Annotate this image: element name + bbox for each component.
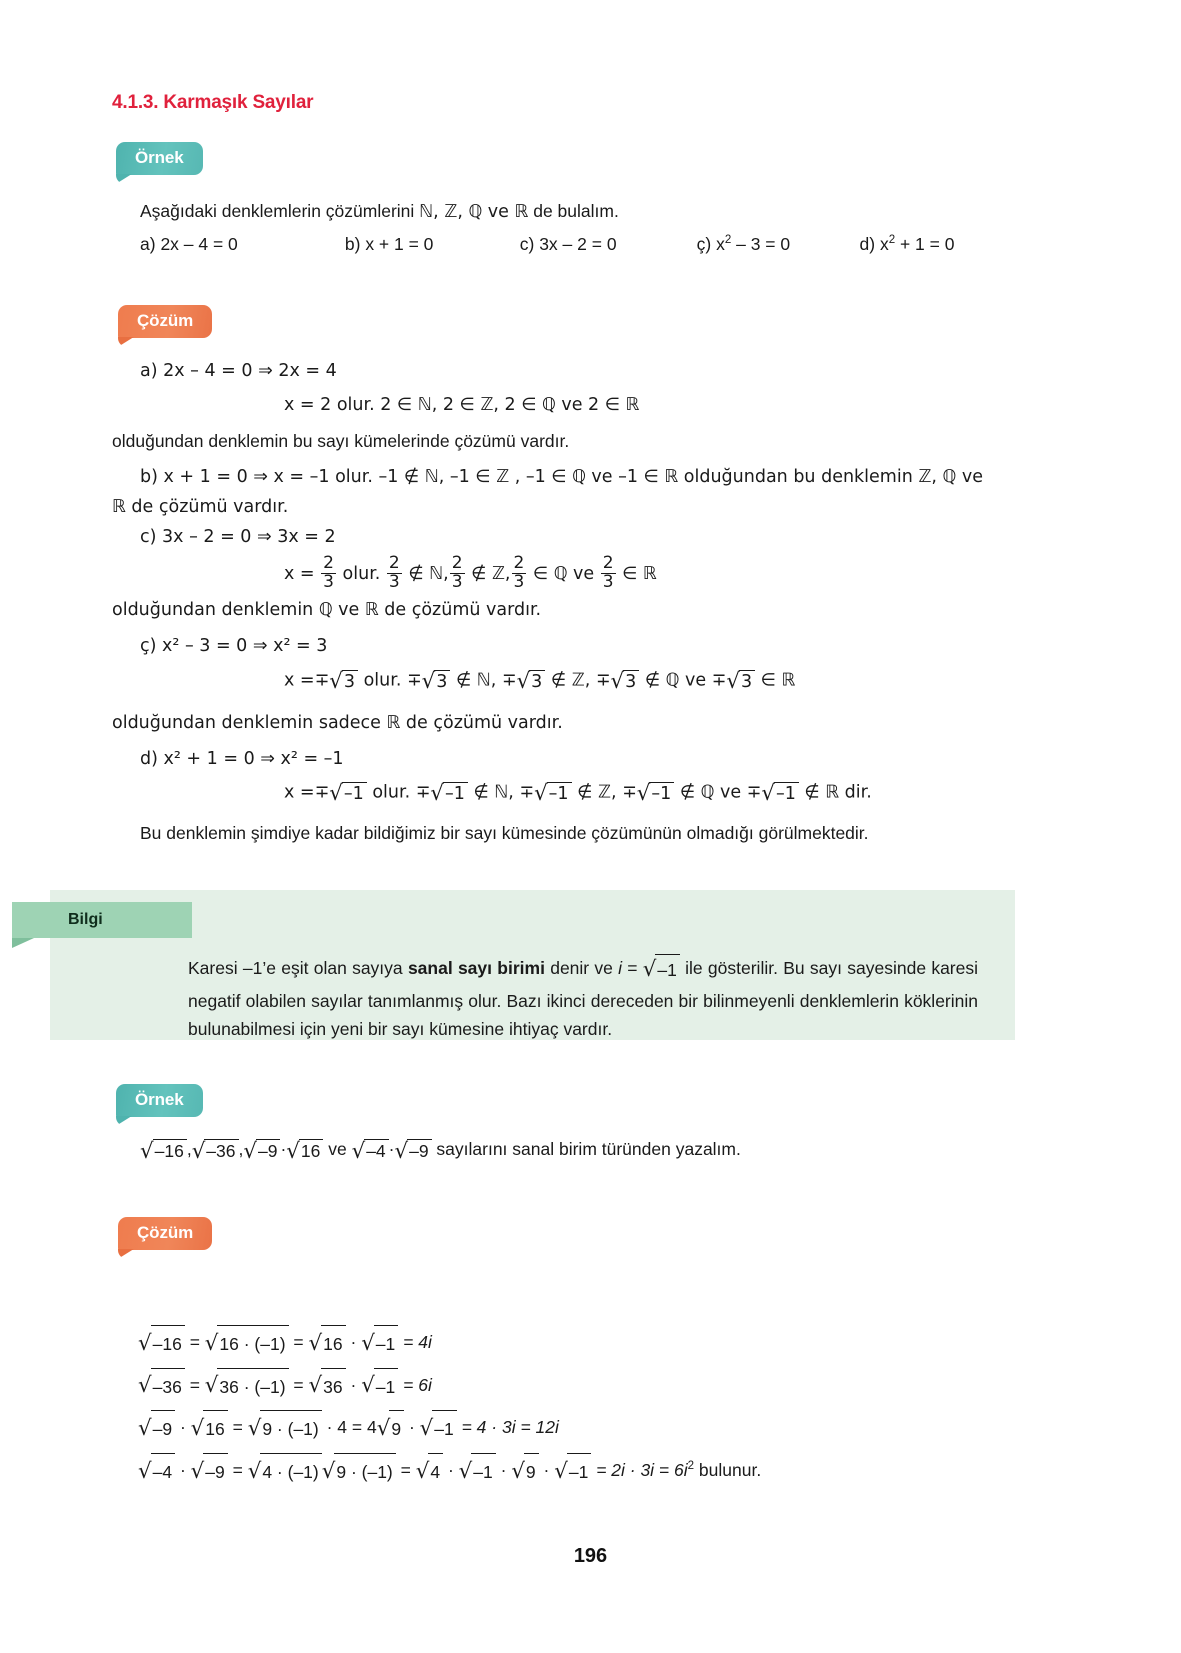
sqrt-3-b <box>422 668 451 693</box>
radical-icon: √ <box>321 1458 336 1484</box>
example1-eq-d-label: d) <box>859 234 876 254</box>
radicand: 3 <box>623 670 639 692</box>
radical-icon: √ <box>204 1330 219 1356</box>
solution2-line-4-pow: 2 <box>687 1460 695 1473</box>
radical-icon: √ <box>138 1415 152 1441</box>
sqrt-neg4-prompt <box>352 1138 389 1163</box>
fraction-two-thirds-2 <box>387 555 402 591</box>
radical-icon: √ <box>308 1373 323 1399</box>
radicand: –4 <box>364 1139 388 1162</box>
sqrt-neg1 <box>459 1450 496 1493</box>
sqrt-36 <box>309 1365 346 1408</box>
radicand: 9 · (–1) <box>334 1453 395 1490</box>
example1-eq-b-label: b) <box>344 234 361 254</box>
radicand: 16 <box>321 1325 345 1362</box>
radical-icon: √ <box>286 1138 300 1164</box>
sqrt-9 <box>511 1450 538 1493</box>
bilgi-text-bold: sanal sayı birimi <box>407 957 545 978</box>
solution2-line-3-times4: · 4 = 4 <box>326 1417 377 1438</box>
radicand: –4 <box>151 1453 175 1490</box>
radical-icon: √ <box>534 780 548 806</box>
example1-eq-c-cedilla-pow: 2 <box>724 234 732 247</box>
fraction-two-thirds-4 <box>512 555 527 591</box>
minus-plus-sign: ∓ <box>595 670 611 691</box>
dot-operator: · <box>179 1460 186 1481</box>
sqrt-4-times-neg1 <box>248 1450 322 1493</box>
equals-sign: = <box>400 1460 411 1481</box>
radical-icon: √ <box>361 1373 375 1399</box>
radical-icon: √ <box>191 1138 206 1164</box>
radical-icon: √ <box>516 668 531 694</box>
example2-prompt <box>140 1138 741 1163</box>
example1-eq-c-cedilla <box>697 234 855 255</box>
fraction-numerator: 2 <box>323 553 334 573</box>
solution1-final-note: Bu denklemin şimdiye kadar bildiğimiz bir sayı kümesinde çözümünün olmadığı görülmektedir. <box>140 823 869 843</box>
radicand: 9 · (–1) <box>260 1410 321 1447</box>
solution1-part-d-rel3: ∉ ℚ ve <box>674 782 747 803</box>
radical-icon: √ <box>415 1458 430 1484</box>
example1-eq-a-label: a) <box>140 234 156 254</box>
sqrt-4 <box>416 1450 443 1493</box>
radicand: 3 <box>739 670 755 692</box>
solution1-part-c-cedilla-rel4: ∈ ℝ <box>755 670 796 691</box>
bilgi-ribbon-label: Bilgi <box>68 911 103 928</box>
bilgi-text-part1: Karesi –1’e eşit olan sayıya <box>188 957 408 978</box>
bilgi-ribbon <box>12 902 192 938</box>
solution1-part-d-line1: d) x² + 1 = 0 ⇒ x² = –1 <box>140 749 344 769</box>
radicand: –9 <box>203 1453 227 1490</box>
radical-icon: √ <box>636 780 651 806</box>
solution1-part-c-rel4: ∈ ℝ <box>616 564 657 585</box>
radical-icon: √ <box>554 1458 568 1484</box>
example1-eq-a-expr: 2x – 4 = 0 <box>160 234 238 254</box>
badge-cozum-1-label: Çözüm <box>137 311 194 330</box>
bilgi-body-text <box>188 952 978 1043</box>
example1-prompt <box>140 198 619 226</box>
radicand: 9 <box>524 1453 539 1490</box>
bilgi-text-part3: ile gösterilir. Bu sayı sayesinde karesi negatif olabilen sayılar tanımlanmış olur. Bazı ikinci dereceden bir bilinmeyenli denklemlerin köklerinin bulunabilmesi için yeni bir sayı kümesine ihtiyaç vardır. <box>188 957 978 1039</box>
fraction-two-thirds-1 <box>321 555 336 591</box>
minus-plus-sign: ∓ <box>746 782 762 803</box>
solution1-part-c-cedilla-rel2: ∉ ℤ, <box>545 670 596 691</box>
example1-eq-d-pow: 2 <box>888 234 896 247</box>
example1-eq-c-label: c) <box>519 234 535 254</box>
radicand: 36 · (–1) <box>217 1368 288 1405</box>
solution2-line-2 <box>138 1365 761 1408</box>
radical-icon: √ <box>351 1138 366 1164</box>
example1-eq-c-cedilla-label: ç) <box>696 234 712 254</box>
fraction-denominator: 3 <box>388 571 400 592</box>
solution1-part-c-rel1: ∉ ℕ, <box>402 564 449 585</box>
radicand: –1 <box>471 1453 495 1490</box>
sqrt-neg9 <box>191 1450 228 1493</box>
solution1-part-c-rel3: ∈ ℚ ve <box>527 564 600 585</box>
solution1-part-c-line1: c) 3x – 2 = 0 ⇒ 3x = 2 <box>140 527 336 547</box>
radical-icon: √ <box>138 1458 152 1484</box>
solution1-part-d-rel2: ∉ ℤ, <box>571 782 623 803</box>
badge-ornek-2 <box>116 1084 203 1117</box>
dot-operator: · <box>408 1417 415 1438</box>
sqrt-16-prompt <box>286 1138 323 1163</box>
minus-plus-sign: ∓ <box>519 782 535 803</box>
radicand: 16 <box>299 1139 323 1162</box>
radical-icon: √ <box>642 956 657 982</box>
radical-icon: √ <box>419 1415 434 1441</box>
sqrt-neg1 <box>361 1322 398 1365</box>
radical-icon: √ <box>140 1138 154 1164</box>
radicand: 3 <box>342 670 358 692</box>
badge-ornek-2-label: Örnek <box>135 1090 184 1109</box>
radicand: –1 <box>374 1325 398 1362</box>
example1-eq-c-cedilla-expr-pre: x <box>716 234 725 254</box>
radicand: –1 <box>374 1368 398 1405</box>
dot-operator: · <box>447 1460 454 1481</box>
example2-sep1: , <box>186 1139 192 1160</box>
radicand: –1 <box>649 782 674 804</box>
solution1-part-b-line2: ℝ de çözümü vardır. <box>112 497 289 517</box>
radicand: 4 · (–1) <box>260 1453 321 1490</box>
radical-icon: √ <box>247 1458 262 1484</box>
sqrt-36-times-neg1 <box>205 1365 289 1408</box>
bilgi-text-eq: = <box>622 957 643 978</box>
equals-sign: = <box>293 1374 304 1395</box>
dot-operator: · <box>543 1460 550 1481</box>
example2-sep2: , <box>238 1139 244 1160</box>
sqrt-3-a <box>329 668 358 693</box>
radical-icon: √ <box>204 1373 219 1399</box>
radical-icon: √ <box>190 1458 205 1484</box>
solution1-part-c-prefix: x = <box>284 564 321 585</box>
solution2-line-4-tail: bulunur. <box>694 1460 762 1481</box>
dot-operator: · <box>350 1374 357 1395</box>
radical-icon: √ <box>511 1458 525 1484</box>
sqrt-neg16 <box>138 1322 185 1365</box>
example1-eq-a <box>140 234 340 255</box>
radicand: –36 <box>151 1368 185 1405</box>
sqrt-3-e <box>726 668 755 693</box>
page-number: 196 <box>573 1545 608 1567</box>
solution1-part-a-conclusion: olduğundan denklemin bu sayı kümelerinde çözümü vardır. <box>112 431 570 451</box>
radicand: 3 <box>529 670 545 692</box>
solution1-part-a-line2: x = 2 olur. 2 ∈ ℕ, 2 ∈ ℤ, 2 ∈ ℚ ve 2 ∈ ℝ <box>284 395 640 415</box>
minus-plus-sign: ∓ <box>415 782 431 803</box>
radical-icon: √ <box>247 1415 262 1441</box>
sqrt-neg1-b <box>430 780 468 805</box>
fraction-two-thirds-5 <box>601 555 616 591</box>
sqrt-neg9-prompt <box>243 1138 280 1163</box>
solution1-part-c-cedilla-rel3: ∉ ℚ ve <box>639 670 712 691</box>
badge-cozum-2-label: Çözüm <box>137 1223 194 1242</box>
sqrt-neg16-prompt <box>140 1138 187 1163</box>
radical-icon: √ <box>726 668 740 694</box>
radicand: –1 <box>774 782 799 804</box>
radical-icon: √ <box>610 668 625 694</box>
sqrt-neg9b-prompt <box>394 1138 431 1163</box>
solution2-line-3-result: = 4 · 3i = 12i <box>461 1417 559 1438</box>
dot-operator: · <box>350 1331 357 1352</box>
radicand: –1 <box>567 1453 591 1490</box>
sqrt-neg36 <box>138 1365 185 1408</box>
radical-icon: √ <box>458 1458 473 1484</box>
sqrt-neg9 <box>138 1407 175 1450</box>
page-title: 4.1.3. Karmaşık Sayılar <box>112 92 314 113</box>
example2-ve: ve <box>323 1139 352 1160</box>
sqrt-neg4 <box>138 1450 175 1493</box>
radical-icon: √ <box>190 1415 205 1441</box>
solution2-line-1-result: = 4i <box>403 1331 432 1352</box>
radical-icon: √ <box>430 780 444 806</box>
solution2-equation-list <box>138 1322 761 1493</box>
fraction-numerator: 2 <box>602 553 614 573</box>
example1-eq-c <box>520 234 692 255</box>
sqrt-3-d <box>611 668 640 693</box>
radicand: –1 <box>432 1410 456 1447</box>
solution1-part-c-cedilla-olur: olur. <box>358 670 407 691</box>
solution1-part-c-conclusion: olduğundan denklemin ℚ ve ℝ de çözümü vardır. <box>112 600 542 620</box>
radicand: 16 · (–1) <box>217 1325 288 1362</box>
solution1-part-d-olur: olur. <box>366 782 416 803</box>
fraction-denominator: 3 <box>513 571 525 592</box>
radicand: 36 <box>321 1368 345 1405</box>
radicand: 4 <box>428 1453 443 1490</box>
radical-icon: √ <box>243 1138 257 1164</box>
solution2-line-1 <box>138 1322 761 1365</box>
solution1-part-c-cedilla-rel1: ∉ ℕ, <box>450 670 502 691</box>
sqrt-neg1-a <box>329 780 367 805</box>
example1-eq-d-expr-post: + 1 = 0 <box>895 234 955 254</box>
sqrt-16-times-neg1 <box>205 1322 289 1365</box>
example1-prompt-after: de bulalım. <box>528 201 619 221</box>
example1-eq-c-expr: 3x – 2 = 0 <box>539 234 617 254</box>
fraction-numerator: 2 <box>513 553 525 573</box>
solution2-line-2-result: = 6i <box>403 1374 432 1395</box>
sqrt-neg1-bilgi <box>643 952 680 987</box>
example1-prompt-before: Aşağıdaki denklemlerin çözümlerini <box>140 201 420 221</box>
radicand: –9 <box>407 1139 431 1162</box>
example2-dot-1: · <box>280 1139 287 1160</box>
equals-sign: = <box>293 1331 304 1352</box>
minus-plus-sign: ∓ <box>314 782 330 803</box>
fraction-numerator: 2 <box>451 553 463 573</box>
solution1-part-c-cedilla-line1: ç) x² – 3 = 0 ⇒ x² = 3 <box>140 636 328 656</box>
sqrt-neg1-c <box>534 780 572 805</box>
fraction-denominator: 3 <box>323 571 334 592</box>
radicand: –1 <box>342 782 367 804</box>
equals-sign: = <box>232 1417 243 1438</box>
solution1-part-d-line2 <box>284 780 872 805</box>
radicand: –1 <box>655 954 679 984</box>
example2-tail: sayılarını sanal birim türünden yazalım. <box>431 1139 741 1160</box>
badge-ornek-1-label: Örnek <box>135 148 184 167</box>
sqrt-16 <box>309 1322 346 1365</box>
fraction-denominator: 3 <box>602 571 614 592</box>
radicand: 16 <box>203 1410 227 1447</box>
radicand: –36 <box>204 1139 238 1162</box>
solution1-part-d-prefix: x = <box>284 782 315 803</box>
solution2-line-4-mid: = 2i · 3i = 6 <box>596 1460 684 1481</box>
example2-dot-2: · <box>388 1139 395 1160</box>
bilgi-text-part2: denir ve <box>544 957 619 978</box>
solution1-part-b-line1: b) x + 1 = 0 ⇒ x = –1 olur. –1 ∉ ℕ, –1 ∈ ℤ , –1 ∈ ℚ ve –1 ∈ ℝ olduğundan bu denklemin ℤ, ℚ ve <box>140 467 983 487</box>
example1-eq-b-expr: x + 1 = 0 <box>365 234 434 254</box>
fraction-numerator: 2 <box>388 553 400 573</box>
radicand: –1 <box>547 782 572 804</box>
solution2-line-4: √–4 · √–9 = √4 · (–1) $√9 \cdot (-1) = √4 \cdot √-1 \cdot √9 \cdot √-1 = 2i \cdot 3i = 6i^2$ bulunur. <box>138 1450 761 1493</box>
minus-plus-sign: ∓ <box>622 782 637 803</box>
radical-icon: √ <box>329 668 343 694</box>
radicand: 3 <box>434 670 450 692</box>
example1-eq-d-expr-pre: x <box>879 234 889 254</box>
radical-icon: √ <box>361 1330 375 1356</box>
fraction-two-thirds-3 <box>450 555 465 591</box>
bilgi-info-box <box>50 890 1015 1040</box>
sqrt-9-times-neg1 <box>248 1407 322 1450</box>
sqrt-9-times-neg1 <box>322 1450 396 1493</box>
badge-cozum-2 <box>118 1217 212 1250</box>
radical-icon: √ <box>138 1373 152 1399</box>
sqrt-neg1 <box>361 1365 398 1408</box>
solution1-part-c-rel2: ∉ ℤ, <box>465 564 511 585</box>
badge-cozum-1 <box>118 305 212 338</box>
radical-icon: √ <box>329 780 343 806</box>
solution1-part-d-rel1: ∉ ℕ, <box>467 782 520 803</box>
example1-eq-c-cedilla-expr-post: – 3 = 0 <box>731 234 791 254</box>
dot-operator: · <box>179 1417 186 1438</box>
radicand: 9 <box>389 1410 404 1447</box>
sqrt-neg1 <box>554 1450 591 1493</box>
sqrt-neg1-e <box>761 780 799 805</box>
radicand: –1 <box>443 782 468 804</box>
minus-plus-sign: ∓ <box>711 670 727 691</box>
radical-icon: √ <box>761 780 775 806</box>
radical-icon: √ <box>138 1330 152 1356</box>
bilgi-symbol-i: i <box>618 957 623 978</box>
minus-plus-sign: ∓ <box>314 670 330 691</box>
sqrt-neg1-d <box>637 780 675 805</box>
example1-eq-d <box>860 234 955 255</box>
solution1-part-c-cedilla-line2 <box>284 668 795 693</box>
dot-operator: · <box>500 1460 507 1481</box>
equals-sign: = <box>232 1460 243 1481</box>
equals-sign: = <box>189 1374 200 1395</box>
solution2-line-3 <box>138 1407 761 1450</box>
radicand: –9 <box>151 1410 175 1447</box>
sqrt-neg36-prompt <box>192 1138 239 1163</box>
example1-eq-b <box>345 234 515 255</box>
minus-plus-sign: ∓ <box>406 670 422 691</box>
equals-sign: = <box>189 1331 200 1352</box>
sqrt-9 <box>377 1407 404 1450</box>
solution1-part-c-cedilla-conclusion: olduğundan denklemin sadece ℝ de çözümü vardır. <box>112 713 563 733</box>
solution1-part-c-cedilla-prefix: x = <box>284 670 315 691</box>
radicand: –9 <box>256 1139 280 1162</box>
badge-ornek-1 <box>116 142 203 175</box>
radicand: –16 <box>151 1325 185 1362</box>
sqrt-3-c <box>517 668 546 693</box>
radical-icon: √ <box>421 668 436 694</box>
fraction-denominator: 3 <box>451 571 463 592</box>
radicand: –16 <box>153 1139 187 1162</box>
radical-icon: √ <box>376 1415 391 1441</box>
solution1-part-c-line2 <box>284 553 657 592</box>
minus-plus-sign: ∓ <box>501 670 517 691</box>
sqrt-neg1 <box>420 1407 457 1450</box>
example1-equation-row <box>140 234 954 255</box>
sqrt-16 <box>191 1407 228 1450</box>
example1-prompt-sets: ℕ, ℤ, ℚ ve ℝ <box>419 202 529 222</box>
radical-icon: √ <box>394 1138 409 1164</box>
solution1-part-c-olur: olur. <box>336 564 386 585</box>
radical-icon: √ <box>308 1330 323 1356</box>
solution1-part-a-line1: a) 2x – 4 = 0 ⇒ 2x = 4 <box>140 361 337 381</box>
solution1-part-d-rel4: ∉ ℝ dir. <box>798 782 872 803</box>
